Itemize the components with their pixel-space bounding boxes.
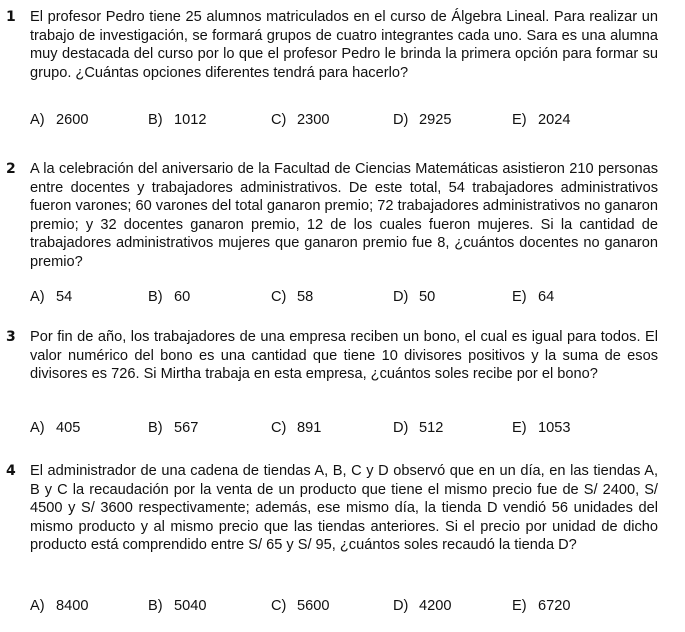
option-letter: B): [148, 420, 163, 436]
option-letter: D): [393, 289, 409, 305]
option-value: 2300: [297, 112, 330, 128]
question-text: El administrador de una cadena de tiendas A, B, C y D observó que en un día, en las tiendas A, B y C la recaudación por la venta de un producto que tiene el mismo precio fue de S/ 2400, S/ 4500 y S/ 3600 respectivamente; además, ese mismo día, la tienda D vendió 56 unidades del mismo producto y al mismo precio que las tiendas anteriores. Si el precio por unidad de dicho producto está comprendido entre S/ 65 y S/ 95, ¿cuántos soles recaudó la tienda D?: [30, 463, 658, 554]
option-value: 512: [419, 420, 444, 436]
option-c[interactable]: [271, 289, 313, 305]
option-value: 1012: [174, 112, 207, 128]
option-value: 2600: [56, 112, 89, 128]
option-value: 5040: [174, 598, 207, 614]
option-a[interactable]: [30, 289, 72, 305]
option-letter: B): [148, 112, 163, 128]
option-letter: A): [30, 420, 45, 436]
question-number: 4: [6, 463, 16, 479]
option-letter: A): [30, 598, 45, 614]
option-letter: C): [271, 289, 287, 305]
option-letter: B): [148, 289, 163, 305]
option-letter: B): [148, 598, 163, 614]
option-letter: A): [30, 289, 45, 305]
option-e[interactable]: [512, 112, 570, 128]
question-text: Por fin de año, los trabajadores de una empresa reciben un bono, el cual es igual para todos. El valor numérico del bono es una cantidad que tiene 10 divisores positivos y la suma de esos divisores es 726. Si Mirtha trabaja en esta empresa, ¿cuántos soles recibe por el bono?: [30, 329, 658, 383]
answer-options: [30, 420, 670, 440]
option-letter: D): [393, 112, 409, 128]
option-value: 54: [56, 289, 73, 305]
question-text: A la celebración del aniversario de la Facultad de Ciencias Matemáticas asistieron 210 personas entre docentes y trabajadores administrativos. De este total, 54 trabajadores administrativos fueron varones; 60 varones del total ganaron premio; 72 trabajadores administrativos no ganaron premio; y 32 docentes ganaron premio, 12 de los cuales fueron mujeres. Si la cantidad de trabajadores administrativos mujeres que ganaron premio fue 8, ¿cuántos docentes no ganaron premio?: [30, 161, 658, 270]
option-value: 2925: [419, 112, 452, 128]
option-value: 1053: [538, 420, 571, 436]
option-d[interactable]: [393, 420, 443, 436]
option-letter: A): [30, 112, 45, 128]
option-d[interactable]: [393, 598, 451, 614]
option-letter: C): [271, 598, 287, 614]
option-b[interactable]: [148, 289, 190, 305]
option-a[interactable]: [30, 420, 80, 436]
option-c[interactable]: [271, 598, 329, 614]
option-letter: E): [512, 289, 527, 305]
option-letter: E): [512, 112, 527, 128]
option-e[interactable]: [512, 289, 554, 305]
question-number: 1: [6, 9, 16, 25]
answer-options: [30, 598, 670, 618]
option-value: 567: [174, 420, 199, 436]
option-value: 64: [538, 289, 555, 305]
option-value: 58: [297, 289, 314, 305]
option-b[interactable]: [148, 598, 206, 614]
option-letter: D): [393, 598, 409, 614]
option-letter: C): [271, 112, 287, 128]
option-a[interactable]: [30, 112, 88, 128]
option-value: 60: [174, 289, 191, 305]
question-number: 3: [6, 329, 16, 345]
option-letter: E): [512, 420, 527, 436]
option-e[interactable]: [512, 420, 570, 436]
option-c[interactable]: [271, 420, 321, 436]
option-letter: E): [512, 598, 527, 614]
option-value: 405: [56, 420, 81, 436]
answer-options: [30, 289, 670, 309]
option-value: 891: [297, 420, 322, 436]
question-number: 2: [6, 161, 16, 177]
option-d[interactable]: [393, 112, 451, 128]
option-value: 6720: [538, 598, 571, 614]
option-value: 8400: [56, 598, 89, 614]
option-value: 50: [419, 289, 436, 305]
option-value: 4200: [419, 598, 452, 614]
option-b[interactable]: [148, 112, 206, 128]
option-b[interactable]: [148, 420, 198, 436]
option-d[interactable]: [393, 289, 435, 305]
option-a[interactable]: [30, 598, 88, 614]
option-letter: C): [271, 420, 287, 436]
option-value: 5600: [297, 598, 330, 614]
option-e[interactable]: [512, 598, 570, 614]
answer-options: [30, 112, 670, 132]
option-letter: D): [393, 420, 409, 436]
option-value: 2024: [538, 112, 571, 128]
option-c[interactable]: [271, 112, 329, 128]
question-text: El profesor Pedro tiene 25 alumnos matriculados en el curso de Álgebra Lineal. Para realizar un trabajo de investigación, se formará grupos de cuatro integrantes cada uno. Sara es una alumna muy destacada del curso por lo que el profesor Pedro le brinda la primera opción para formar su grupo. ¿Cuántas opciones diferentes tendrá para hacerlo?: [30, 9, 658, 81]
